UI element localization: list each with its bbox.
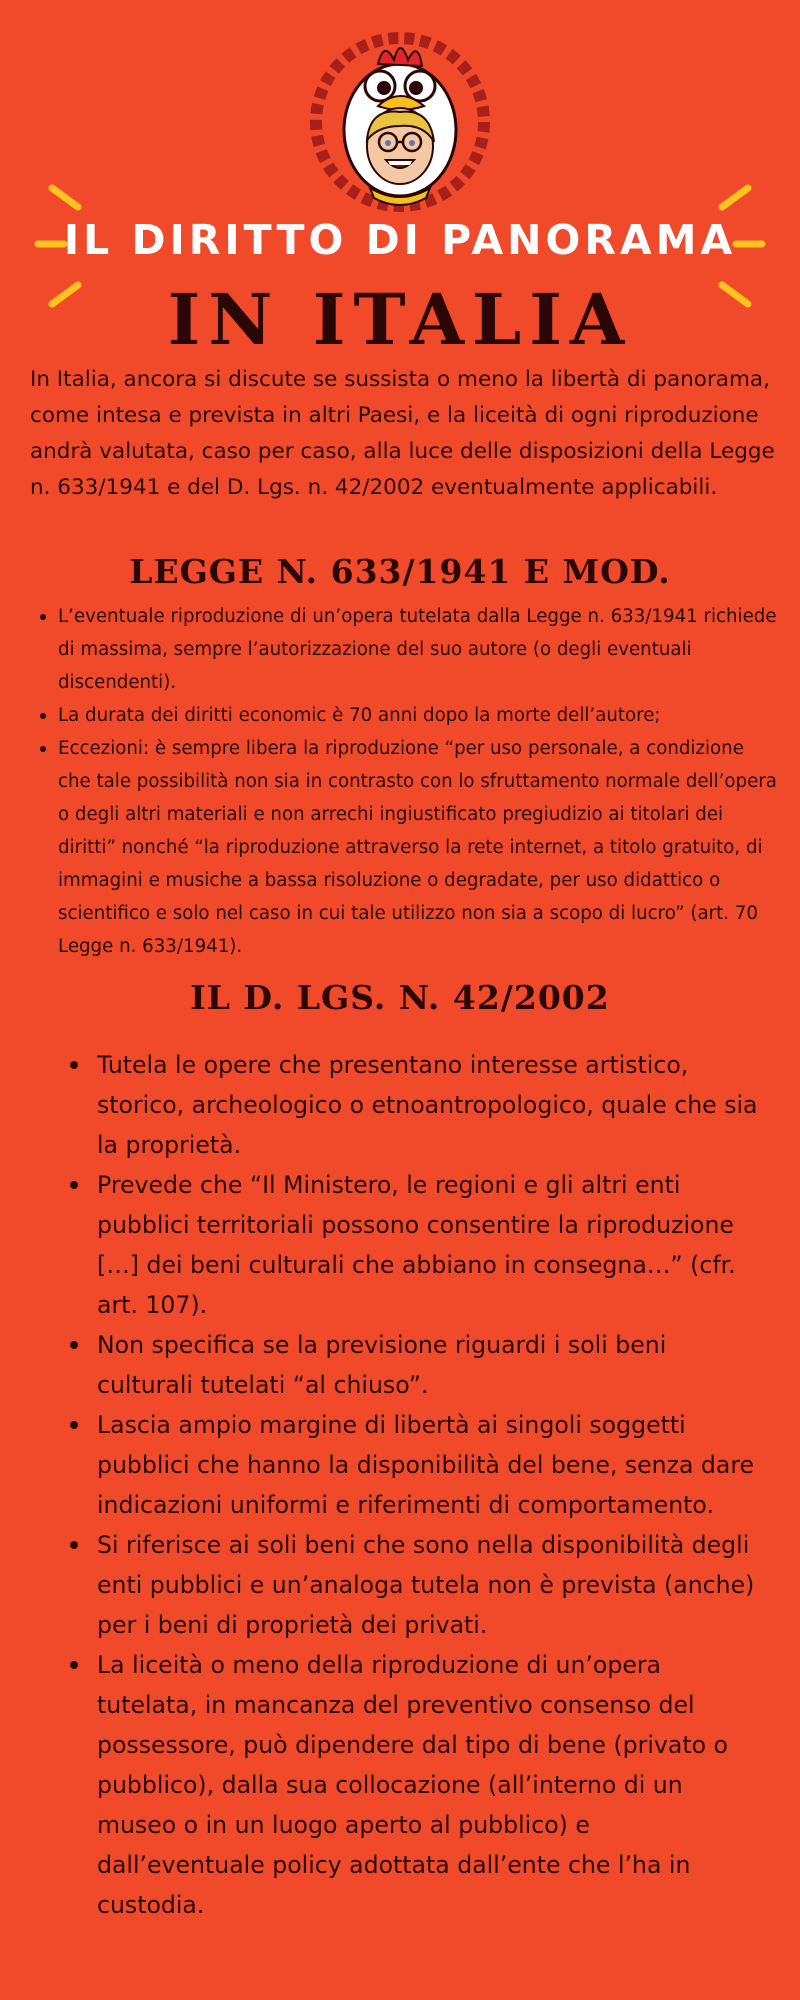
list-item: Si riferisce ai soli beni che sono nella disponibilità degli enti pubblici e un’analoga tutela non è prevista (anche) per i beni di proprietà dei privati. — [70, 1525, 760, 1645]
section-heading-dlgs: IL D. LGS. N. 42/2002 — [190, 978, 610, 1017]
ray-left-top — [52, 188, 78, 207]
list-item: L’eventuale riproduzione di un’opera tutelata dalla Legge n. 633/1941 richiede di massima, sempre l’autorizzazione del suo autore (o degli eventuali discendenti). — [40, 600, 780, 699]
list-item: Eccezioni: è sempre libera la riproduzione “per uso personale, a condizione che tale possibilità non sia in contrasto con lo sfruttamento normale dell’opera o degli altri materiali e non arrechi ingiustificato pregiudizio ai titolari dei diritti” nonché “la riproduzione attraverso la rete internet, a titolo gratuito, di immagini e musiche a bassa risoluzione o degradate, per uso didattico o scientifico e solo nel caso in cui tale utilizzo non sia a scopo di lucro” (art. 70 Legge n. 633/1941). — [40, 732, 780, 963]
list-item: Tutela le opere che presentano interesse artistico, storico, archeologico o etnoantropologico, quale che sia la proprietà. — [70, 1045, 760, 1165]
list-item: Lascia ampio margine di libertà ai singoli soggetti pubblici che hanno la disponibilità del bene, senza dare indicazioni uniformi e riferimenti di comportamento. — [70, 1405, 760, 1525]
title-line-2: IN ITALIA — [167, 278, 633, 361]
list-item: Prevede che “Il Ministero, le regioni e gli altri enti pubblici territoriali possono consentire la riproduzione […] dei beni culturali che abbiano in consegna…” (cfr. art. 107). — [70, 1165, 760, 1325]
list-item: La liceità o meno della riproduzione di un’opera tutelata, in mancanza del preventivo consenso del possessore, può dipendere dal tipo di bene (privato o pubblico), dalla sua collocazione (all’interno di un museo o in un luogo aperto al pubblico) e dall’eventuale policy adottata dall’ente che l’ha in custodia. — [70, 1645, 760, 1925]
title-line-1: IL DIRITTO DI PANORAMA — [63, 216, 737, 264]
section-heading-legge: LEGGE N. 633/1941 E MOD. — [129, 552, 671, 591]
legge-list — [40, 600, 780, 963]
dlgs-list — [70, 1045, 760, 1925]
sparkle-rays — [0, 0, 800, 320]
list-item: Non specifica se la previsione riguardi i soli beni culturali tutelati “al chiuso”. — [70, 1325, 760, 1405]
ray-right-top — [722, 188, 748, 207]
intro-paragraph: In Italia, ancora si discute se sussista o meno la libertà di panorama, come intesa e prevista in altri Paesi, e la liceità di ogni riproduzione andrà valutata, caso per caso, alla luce delle disposizioni della Legge n. 633/1941 e del D. Lgs. n. 42/2002 eventualmente applicabili. — [30, 367, 775, 500]
list-item: La durata dei diritti economic è 70 anni dopo la morte dell’autore; — [40, 699, 780, 732]
